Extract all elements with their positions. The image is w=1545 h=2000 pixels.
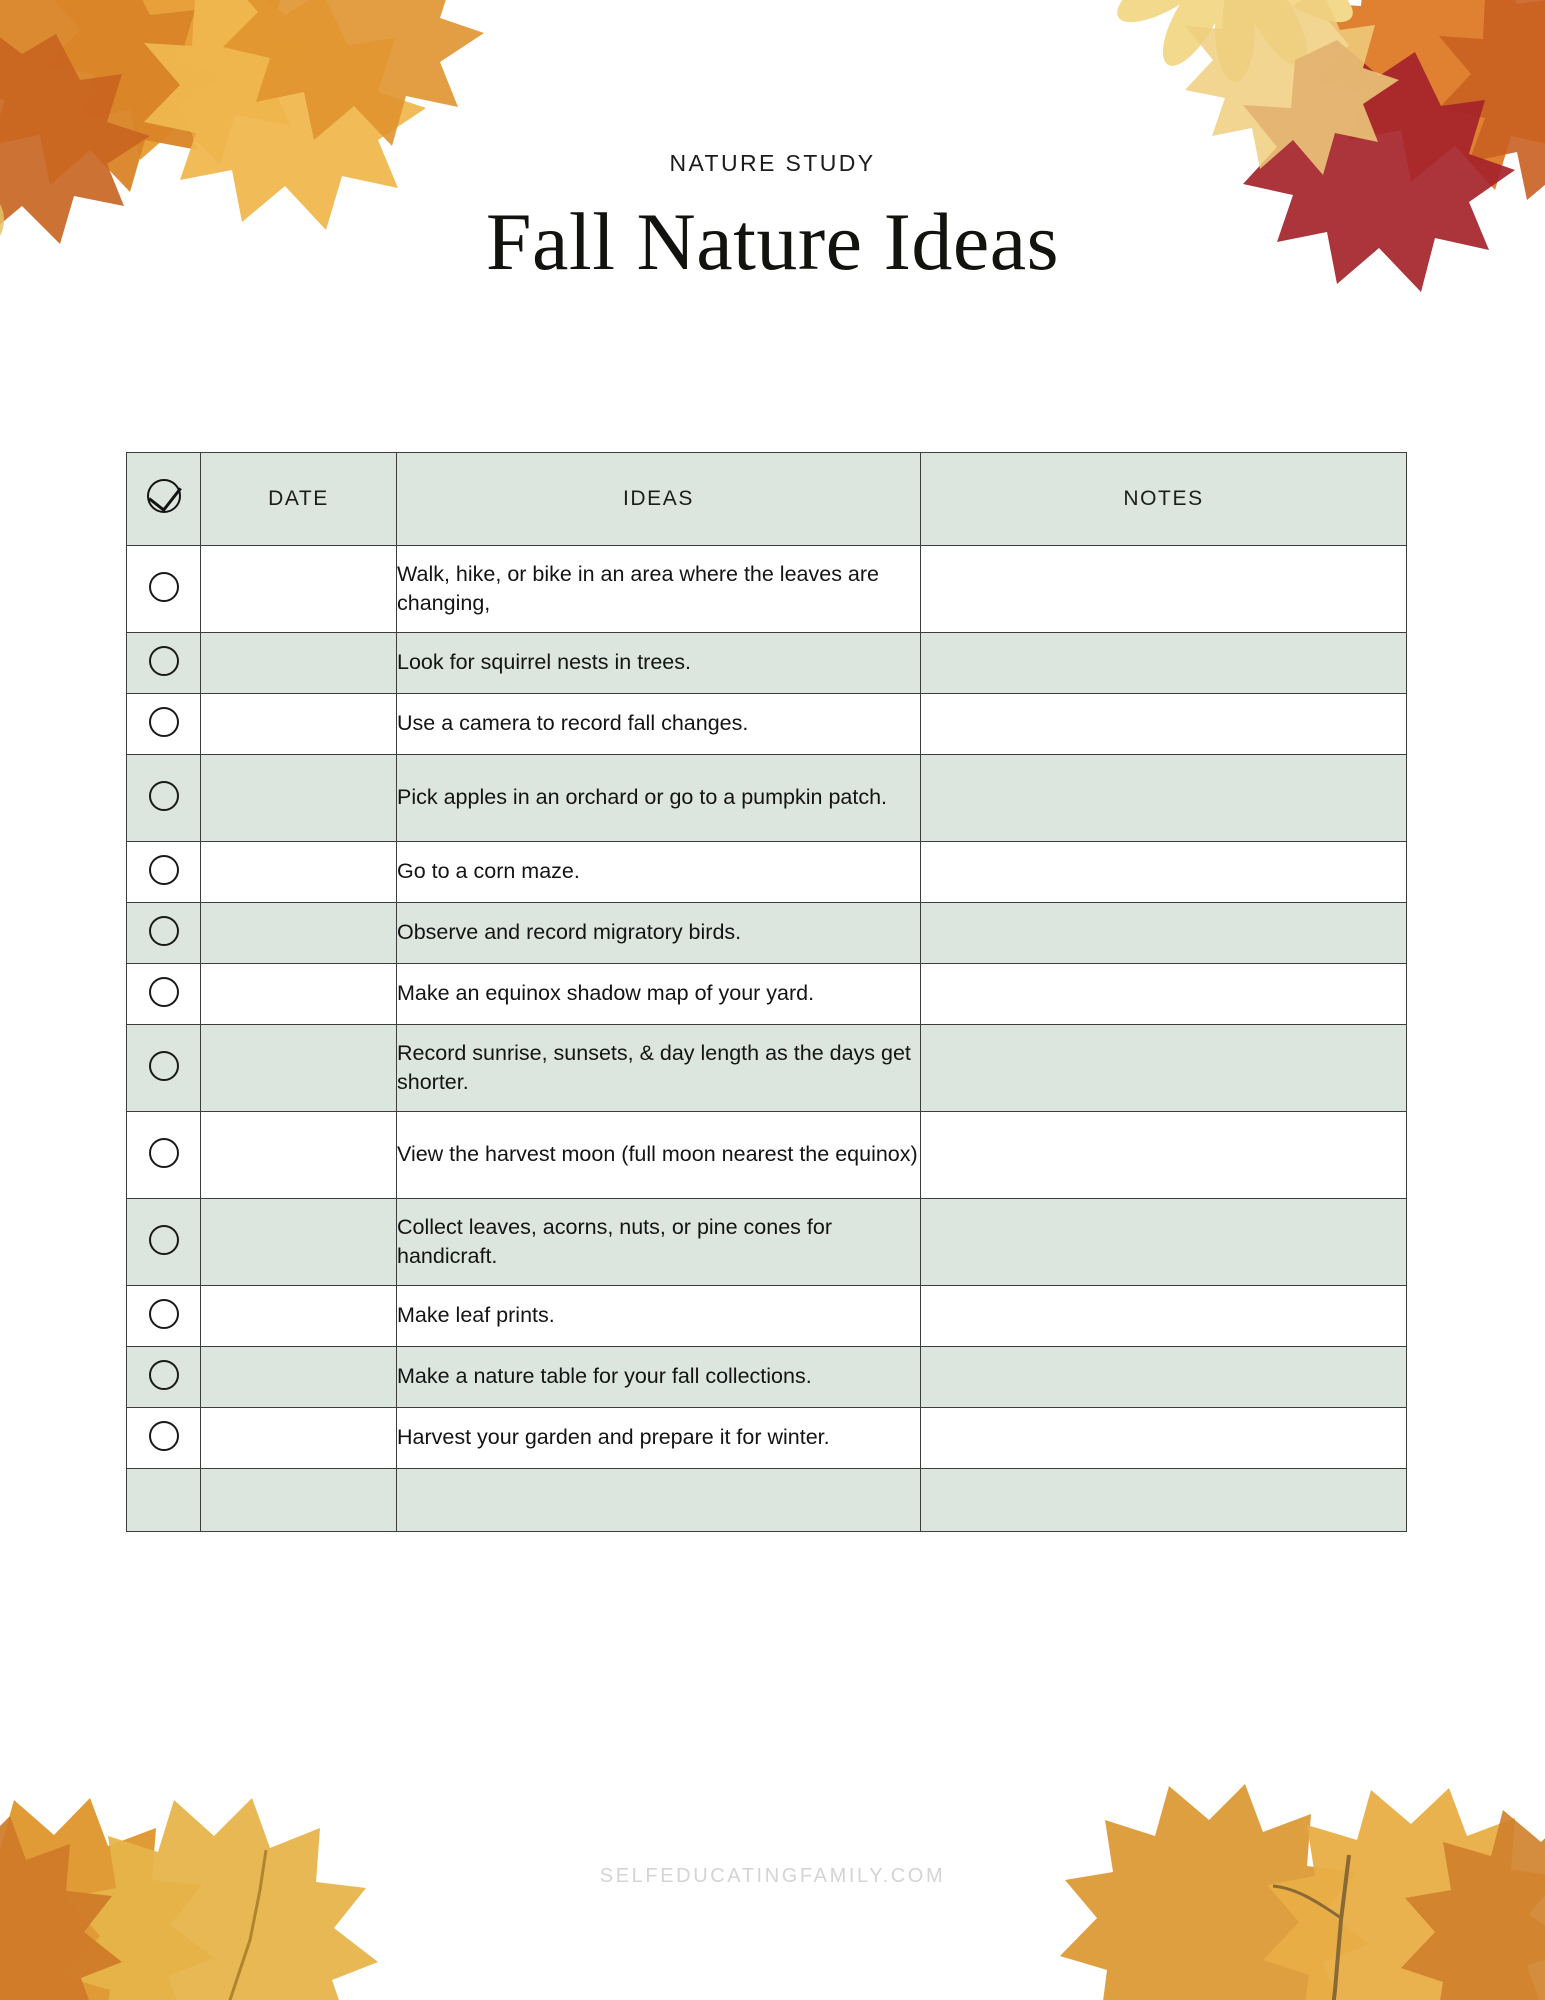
row-date-cell[interactable] (201, 964, 397, 1025)
row-idea-cell: Collect leaves, acorns, nuts, or pine cones for handicraft. (397, 1199, 921, 1286)
table-row-empty (127, 1469, 1407, 1532)
checkbox-circle-icon[interactable] (149, 1138, 179, 1168)
row-checkbox-cell[interactable] (127, 694, 201, 755)
table-body (127, 546, 1407, 1532)
row-checkbox-cell[interactable] (127, 1112, 201, 1199)
table-row (127, 1408, 1407, 1469)
row-date-cell[interactable] (201, 546, 397, 633)
row-idea-cell: Observe and record migratory birds. (397, 903, 921, 964)
row-idea-cell: Look for squirrel nests in trees. (397, 633, 921, 694)
eyebrow-label: NATURE STUDY (669, 150, 876, 176)
checkbox-circle-icon[interactable] (149, 977, 179, 1007)
row-checkbox-cell[interactable] (127, 1025, 201, 1112)
row-checkbox-cell[interactable] (127, 964, 201, 1025)
row-notes-cell[interactable] (921, 1286, 1407, 1347)
row-notes-cell[interactable] (921, 1408, 1407, 1469)
table-row (127, 842, 1407, 903)
row-date-cell[interactable] (201, 1199, 397, 1286)
row-notes-cell[interactable] (921, 903, 1407, 964)
table-row (127, 633, 1407, 694)
row-idea-cell: Walk, hike, or bike in an area where the leaves are changing, (397, 546, 921, 633)
row-checkbox-cell[interactable] (127, 546, 201, 633)
row-date-cell[interactable] (201, 694, 397, 755)
table-header (127, 453, 1407, 546)
table-row (127, 694, 1407, 755)
row-date-cell[interactable] (201, 633, 397, 694)
row-notes-cell[interactable] (921, 1347, 1407, 1408)
row-notes-cell[interactable] (921, 546, 1407, 633)
row-idea-cell: Record sunrise, sunsets, & day length as the days get shorter. (397, 1025, 921, 1112)
row-checkbox-cell[interactable] (127, 633, 201, 694)
autumn-leaves-bottom-left-decoration (0, 1670, 490, 2000)
table-row (127, 1112, 1407, 1199)
row-idea-cell: Make a nature table for your fall collections. (397, 1347, 921, 1408)
row-notes-cell[interactable] (921, 633, 1407, 694)
row-notes-cell[interactable] (921, 1025, 1407, 1112)
column-header-date: DATE (201, 453, 397, 546)
empty-date-cell[interactable] (201, 1469, 397, 1532)
column-header-ideas: IDEAS (397, 453, 921, 546)
row-date-cell[interactable] (201, 1347, 397, 1408)
checkbox-circle-icon[interactable] (149, 855, 179, 885)
checkbox-circle-icon[interactable] (149, 916, 179, 946)
row-date-cell[interactable] (201, 1025, 397, 1112)
column-header-notes: NOTES (921, 453, 1407, 546)
empty-idea-cell[interactable] (397, 1469, 921, 1532)
row-idea-cell: Use a camera to record fall changes. (397, 694, 921, 755)
empty-checkbox-cell[interactable] (127, 1469, 201, 1532)
row-date-cell[interactable] (201, 903, 397, 964)
checklist-table-wrapper (126, 452, 1406, 1532)
checkbox-circle-icon[interactable] (149, 1051, 179, 1081)
footer-watermark: SELFEDUCATINGFAMILY.COM (599, 1865, 946, 1887)
checkbox-circle-icon[interactable] (149, 1299, 179, 1329)
row-checkbox-cell[interactable] (127, 1286, 201, 1347)
checkbox-circle-icon[interactable] (149, 1360, 179, 1390)
row-idea-cell: View the harvest moon (full moon nearest the equinox) (397, 1112, 921, 1199)
row-date-cell[interactable] (201, 1408, 397, 1469)
row-idea-cell: Make an equinox shadow map of your yard. (397, 964, 921, 1025)
table-row (127, 1347, 1407, 1408)
row-idea-cell: Pick apples in an orchard or go to a pumpkin patch. (397, 755, 921, 842)
checkmark-circle-icon (147, 479, 181, 513)
row-checkbox-cell[interactable] (127, 1199, 201, 1286)
row-notes-cell[interactable] (921, 842, 1407, 903)
checkbox-circle-icon[interactable] (149, 1421, 179, 1451)
checkbox-circle-icon[interactable] (149, 1225, 179, 1255)
checklist-table (126, 452, 1407, 1532)
row-date-cell[interactable] (201, 755, 397, 842)
row-date-cell[interactable] (201, 842, 397, 903)
row-notes-cell[interactable] (921, 1112, 1407, 1199)
table-row (127, 903, 1407, 964)
table-row (127, 1286, 1407, 1347)
row-idea-cell: Make leaf prints. (397, 1286, 921, 1347)
table-row (127, 964, 1407, 1025)
table-row (127, 1025, 1407, 1112)
table-row (127, 1199, 1407, 1286)
row-notes-cell[interactable] (921, 964, 1407, 1025)
row-checkbox-cell[interactable] (127, 903, 201, 964)
row-checkbox-cell[interactable] (127, 1408, 201, 1469)
row-checkbox-cell[interactable] (127, 755, 201, 842)
page-header (0, 150, 1545, 287)
row-notes-cell[interactable] (921, 1199, 1407, 1286)
row-date-cell[interactable] (201, 1286, 397, 1347)
row-checkbox-cell[interactable] (127, 842, 201, 903)
table-row (127, 755, 1407, 842)
page-title: Fall Nature Ideas (485, 196, 1060, 287)
row-date-cell[interactable] (201, 1112, 397, 1199)
checkbox-circle-icon[interactable] (149, 781, 179, 811)
checkbox-circle-icon[interactable] (149, 572, 179, 602)
row-idea-cell: Go to a corn maze. (397, 842, 921, 903)
empty-notes-cell[interactable] (921, 1469, 1407, 1532)
checkbox-circle-icon[interactable] (149, 707, 179, 737)
checkbox-circle-icon[interactable] (149, 646, 179, 676)
row-notes-cell[interactable] (921, 694, 1407, 755)
row-checkbox-cell[interactable] (127, 1347, 201, 1408)
table-header-row (127, 453, 1407, 546)
column-header-check (127, 453, 201, 546)
row-idea-cell: Harvest your garden and prepare it for winter. (397, 1408, 921, 1469)
row-notes-cell[interactable] (921, 755, 1407, 842)
autumn-leaves-bottom-right-decoration (1005, 1650, 1545, 2000)
table-row (127, 546, 1407, 633)
